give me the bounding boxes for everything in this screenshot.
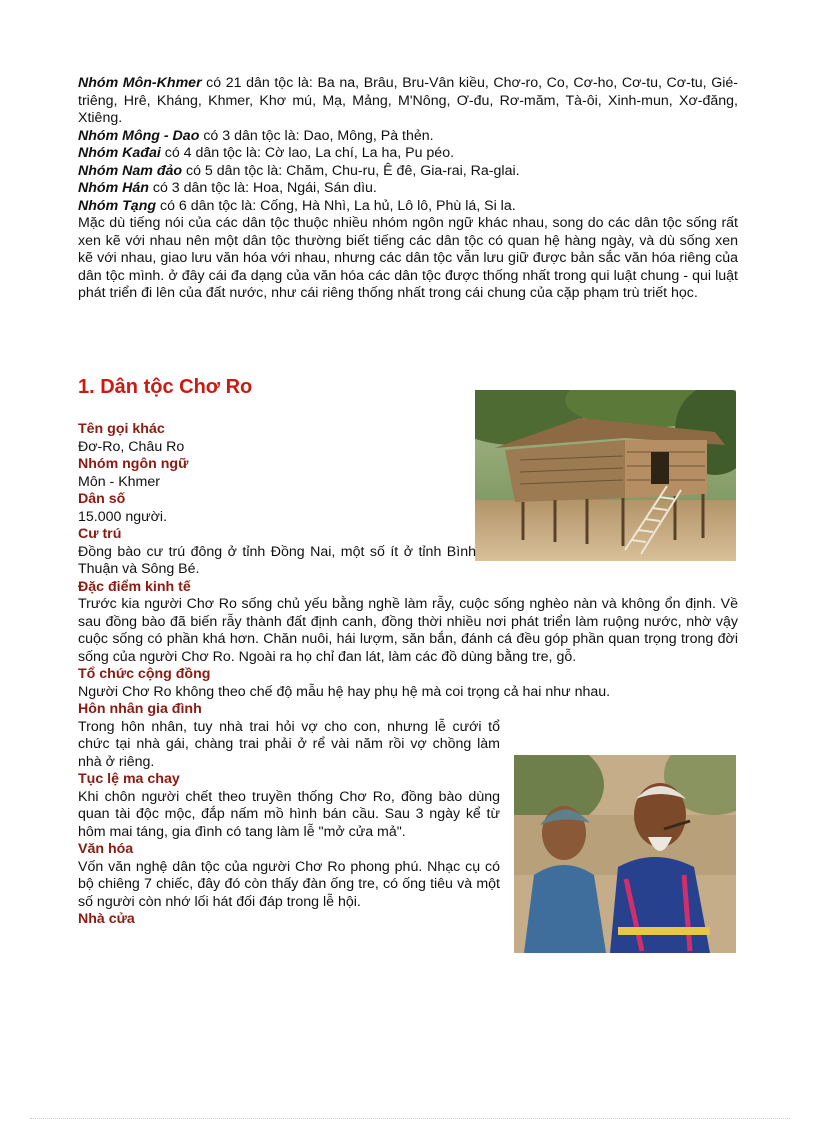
group-name: Nhóm Môn-Khmer (78, 75, 202, 91)
group-name: Nhóm Tạng (78, 197, 157, 214)
group-name: Nhóm Nam đảo (78, 162, 183, 179)
document-page (78, 75, 738, 927)
block-text: Đồng bào cư trú đông ở tỉnh Đồng Nai, một số ít ở tỉnh Bình Thuận và Sông Bé. (78, 543, 476, 577)
block-heading: Tục lệ ma chay (78, 771, 180, 787)
block-nha-cua (78, 911, 738, 929)
block-text: Trước kia người Chơ Ro sống chủ yếu bằng nghề làm rẫy, cuộc sống nghèo nàn và không ổn định. Về sau đồng bào đã biến rẫy thành đất định canh, đồng thời nhiều nơi phát triển làm ruộng nước, nhờ vậy cuộc sống có phần khá hơn. Chăn nuôi, hái lượm, săn bắn, đánh cá đều góp phần quan trọng trong đời sống của người Chơ Ro. Ngoài ra họ chỉ đan lát, làm các đồ dùng bằng tre, gỗ. (78, 596, 738, 665)
block-nhom-ngon-ngu (78, 456, 738, 491)
block-kinh-te (78, 579, 738, 667)
block-text: Môn - Khmer (78, 473, 160, 490)
block-text: 15.000 người. (78, 508, 168, 525)
group-name: Nhóm Hán (78, 180, 149, 196)
block-to-chuc (78, 666, 738, 701)
block-heading: Tên gọi khác (78, 421, 165, 437)
group-mon-khmer: Nhóm Môn-Khmer có 21 dân tộc là: Ba na, Brâu, Bru-Vân kiều, Chơ-ro, Co, Cơ-ho, Cơ-tu, Cơ-tu, Gié-triêng, Hrê, Kháng, Khmer, Khơ mú, Mạ, Mảng, M'Nông, Ơ-đu, Rơ-măm, Tà-ôi, Xinh-mun, Xơ-đăng, Xtiêng. (78, 75, 738, 126)
block-heading: Văn hóa (78, 841, 134, 857)
block-heading: Tổ chức cộng đồng (78, 666, 211, 682)
block-heading: Cư trú (78, 526, 122, 542)
group-name: Nhóm Kađai (78, 145, 161, 161)
intro-paragraph: Mặc dù tiếng nói của các dân tộc thuộc nhiều nhóm ngôn ngữ khác nhau, song do các dân tộc sống rất xen kẽ với nhau nên một dân tộc thường biết tiếng các dân tộc có quan hệ hàng ngày, và dù sống xen kẽ với nhau, giao lưu văn hóa với nhau, nhưng các dân tộc vẫn lưu giữ được bản sắc văn hóa riêng của dân tộc mình. ở đây cái đa dạng của văn hóa các dân tộc được thống nhất trong qui luật chung - qui luật phát triển đi lên của đất nước, như cái riêng thống nhất trong cái chung của cặp phạm trù triết học. (78, 215, 738, 301)
block-heading: Dân số (78, 491, 126, 507)
section-title: 1. Dân tộc Chơ Ro (78, 376, 253, 398)
block-text: Vốn văn nghệ dân tộc của người Chơ Ro phong phú. Nhạc cụ có bộ chiêng 7 chiếc, đây đó còn thấy đàn ống tre, có ống tiêu và một số người còn nhớ lối hát đối đáp trong lễ hội. (78, 858, 500, 910)
intro-groups (78, 75, 738, 303)
block-heading: Hôn nhân gia đình (78, 701, 202, 717)
block-text: Người Chơ Ro không theo chế độ mẫu hệ hay phụ hệ mà coi trọng cả hai như nhau. (78, 683, 611, 700)
block-van-hoa (78, 841, 500, 911)
block-heading: Nhóm ngôn ngữ (78, 456, 189, 472)
block-heading: Đặc điểm kinh tế (78, 578, 191, 595)
block-dan-so (78, 491, 738, 526)
group-nam-dao: Nhóm Nam đảo có 5 dân tộc là: Chăm, Chu-ru, Ê đê, Gia-rai, Ra-glai. (78, 162, 520, 179)
block-heading: Nhà cửa (78, 911, 135, 927)
group-han: Nhóm Hán có 3 dân tộc là: Hoa, Ngái, Sán dìu. (78, 180, 377, 196)
block-text: Khi chôn người chết theo truyền thống Chơ Ro, đồng bào dùng quan tài độc mộc, đắp nấm mồ hình bán cầu. Sau 3 ngày kể từ hôm mai táng, gia đình có tang làm lễ "mở cửa mả". (78, 788, 500, 840)
block-cu-tru (78, 526, 476, 579)
group-name: Nhóm Mông - Dao (78, 127, 200, 144)
block-ma-chay (78, 771, 500, 841)
block-hon-nhan (78, 701, 500, 771)
group-mong-dao: Nhóm Mông - Dao có 3 dân tộc là: Dao, Mông, Pà thẻn. (78, 127, 434, 144)
section-body (78, 421, 738, 929)
block-ten-goi-khac (78, 421, 738, 456)
block-text: Trong hôn nhân, tuy nhà trai hỏi vợ cho con, nhưng lễ cưới tổ chức tại nhà gái, chàng trai phải ở rể vài năm rồi vợ chồng làm nhà ở riêng. (78, 718, 500, 770)
group-tang: Nhóm Tạng có 6 dân tộc là: Cống, Hà Nhì, La hủ, Lô lô, Phù lá, Si la. (78, 197, 516, 214)
block-text: Đơ-Ro, Châu Ro (78, 438, 185, 455)
page-bottom-divider (30, 1118, 790, 1119)
group-kadai: Nhóm Kađai có 4 dân tộc là: Cờ lao, La chí, La ha, Pu péo. (78, 145, 455, 161)
